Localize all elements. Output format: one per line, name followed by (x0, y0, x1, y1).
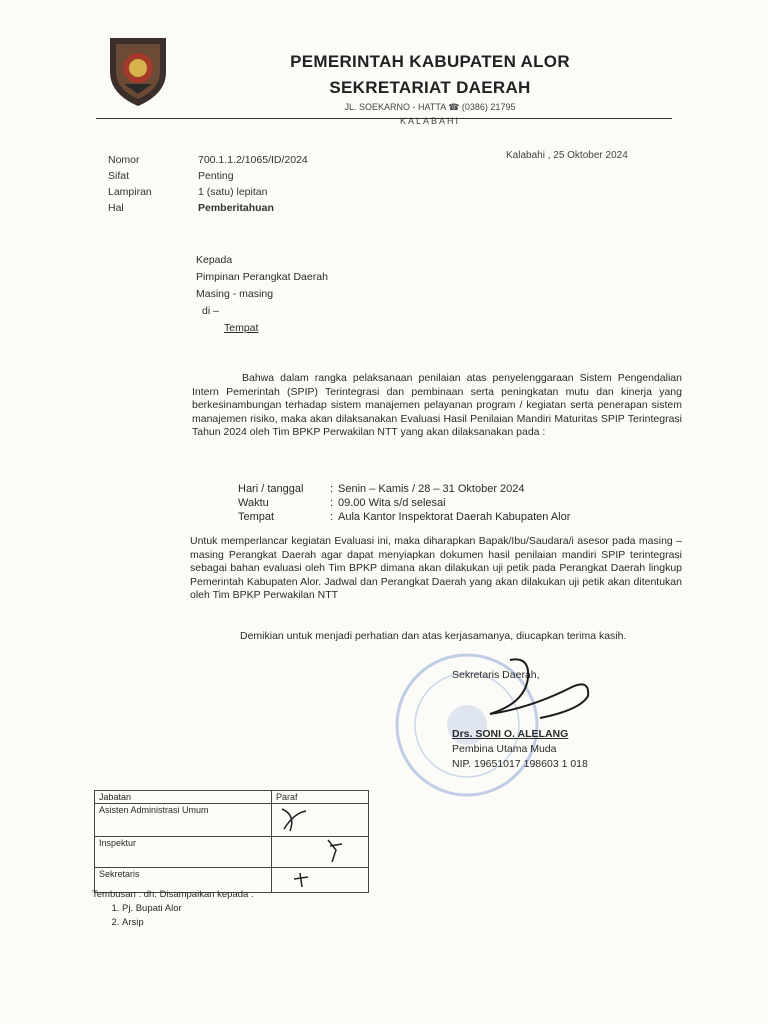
tempat-value: Aula Kantor Inspektorat Daerah Kabupaten Alor (338, 511, 571, 523)
paraf-header-paraf: Paraf (272, 791, 369, 804)
paraf-jabatan: Asisten Administrasi Umum (95, 804, 272, 837)
signatory-nip: NIP. 19651017 198603 1 018 (452, 758, 588, 770)
waktu-colon: : (330, 497, 334, 509)
letterhead-secretariat: SEKRETARIAT DAERAH (329, 78, 531, 97)
schedule-details (238, 482, 570, 524)
hari-label: Hari / tanggal (238, 483, 304, 495)
letterhead-address: JL. SOEKARNO - HATTA ☎ (0386) 21795 (344, 102, 516, 112)
hari-colon: : (330, 483, 334, 495)
tembusan-block (92, 888, 254, 930)
sifat-value: Penting (198, 170, 234, 182)
tempat-label: Tempat (238, 511, 275, 523)
paraf-cell (272, 837, 369, 868)
initial-mark (276, 869, 336, 889)
nomor-value: 700.1.1.2/1065/ID/2024 (198, 154, 308, 166)
tembusan-heading: Tembusan : dh. Disampaikan kepada : (92, 889, 254, 900)
recipient-block (196, 252, 328, 337)
hal-value: Pemberitahuan (198, 202, 274, 214)
alor-regency-logo (104, 32, 172, 108)
body-paragraph-3: Demikian untuk menjadi perhatian dan atas kerjasamanya, diucapkan terima kasih. (240, 630, 627, 642)
paraf-header-jabatan: Jabatan (95, 791, 272, 804)
letterhead-city: KALABAHI (399, 116, 461, 126)
initial-mark (276, 805, 316, 833)
recipient-line1: Pimpinan Perangkat Daerah (196, 271, 328, 283)
paraf-table (94, 790, 369, 893)
kepada-label: Kepada (196, 254, 233, 266)
waktu-label: Waktu (238, 497, 269, 509)
nomor-label: Nomor (108, 154, 140, 166)
waktu-value: 09.00 Wita s/d selesai (338, 497, 446, 509)
signatory-block (452, 668, 588, 772)
signatory-rank: Pembina Utama Muda (452, 743, 557, 755)
sifat-label: Sifat (108, 170, 130, 182)
letterhead-government: PEMERINTAH KABUPATEN ALOR (290, 52, 570, 71)
letter-meta (108, 152, 308, 216)
paraf-cell (272, 804, 369, 837)
signatory-name: Drs. SONI O. ALELANG (452, 728, 569, 740)
paraf-row (95, 837, 369, 868)
recipient-di: di – (202, 305, 219, 317)
tempat-colon: : (330, 511, 334, 523)
body-paragraph-1: Bahwa dalam rangka pelaksanaan penilaian atas penyelenggaraan Sistem Pengendalian Intern Pemerintah (SPIP) Terintegrasi dan pembinaan serta peningkatan mutu dan kinerja yang berkesinambungan terhadap sistem manajemen pelayanan program / kegiatan serta penerapan sistem manajemen risiko, maka akan dilaksanakan Evaluasi Hasil Penilaian Mandiri Maturitas SPIP Terintegrasi Tahun 2024 oleh Tim BPKP Perwakilan NTT yang akan dilaksanakan pada : (192, 372, 682, 438)
hari-value: Senin – Kamis / 28 – 31 Oktober 2024 (338, 483, 525, 495)
recipient-line2: Masing - masing (196, 288, 274, 300)
letterhead-divider (96, 118, 672, 119)
place-date: Kalabahi , 25 Oktober 2024 (506, 150, 628, 161)
paraf-jabatan: Inspektur (95, 837, 272, 868)
body-paragraph-2: Untuk memperlancar kegiatan Evaluasi ini, maka diharapkan Bapak/Ibu/Saudara/i asesor pada masing –masing Perangkat Daerah agar dapat menyiapkan dokumen hasil penilaian mandiri SPIP terintegrasi sebagai bahan evaluasi oleh Tim BPKP dimana akan dilakukan uji petik pada Perangkat Daerah lingkup Pemerintah Kabupaten Alor. Jadwal dan Perangkat Daerah yang akan dilakukan uji petik akan ditentukan oleh Tim BPKP Perwakilan NTT (190, 535, 682, 601)
paraf-row (95, 804, 369, 837)
letterhead (250, 52, 610, 126)
hal-label: Hal (108, 202, 124, 214)
lampiran-value: 1 (satu) lepitan (198, 186, 268, 198)
signatory-title: Sekretaris Daerah, (452, 669, 540, 681)
paraf-cell (272, 868, 369, 893)
tembusan-item: 1. Pj. Bupati Alor (122, 902, 254, 916)
lampiran-label: Lampiran (108, 186, 152, 198)
recipient-tempat: Tempat (224, 322, 259, 334)
paraf-jabatan: Sekretaris (95, 868, 272, 893)
initial-mark (276, 838, 356, 864)
tembusan-item: 2. Arsip (122, 916, 254, 930)
